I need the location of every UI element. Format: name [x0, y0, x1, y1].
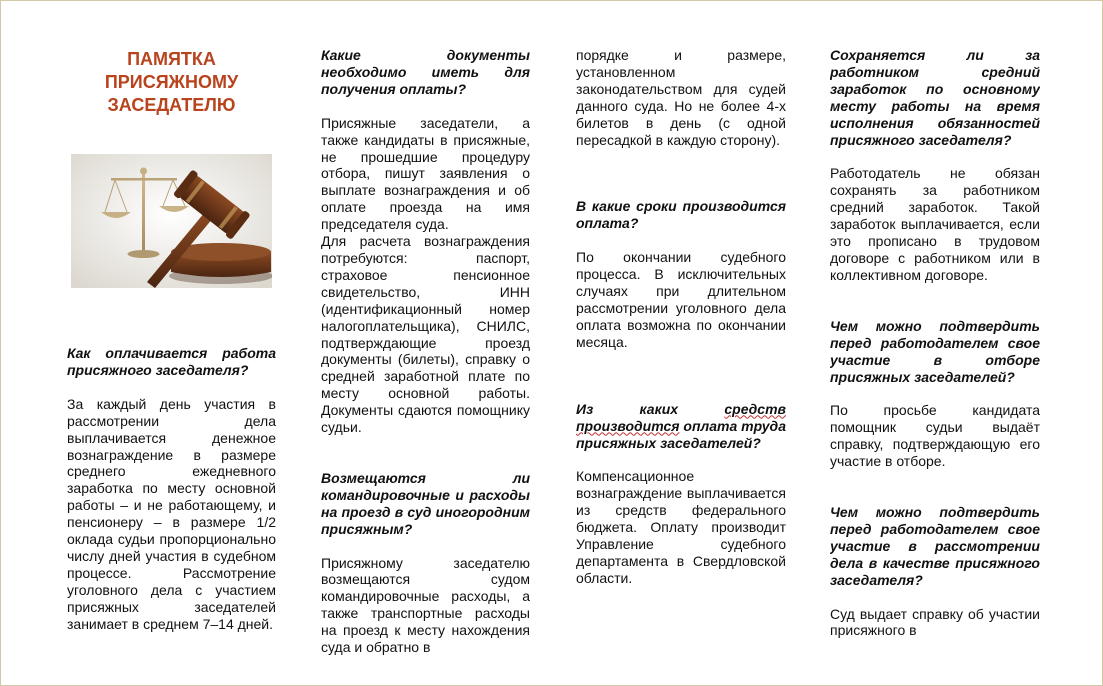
answer-selection-proof: По просьбе кандидата помощник судьи выдаёт справку, подтверждающую его участие в отборе. — [830, 402, 1040, 470]
answer-travel-continued: порядке и размере, установленном законодательством для судей данного суда. Но не более 4-х билетов в день (с одной пересадкой в каждую сторону). — [576, 47, 786, 148]
answer-funding-source: Компенсационное вознаграждение выплачивается из средств федерального бюджета. Оплату производит Управление судебного департамента в Свердловской области. — [576, 468, 786, 586]
question-funding-source: Из каких средств производится оплата труда присяжных заседателей? — [576, 400, 786, 451]
answer-trial-proof: Суд выдает справку об участии присяжного в — [830, 605, 1040, 639]
column-4 — [830, 0, 1040, 686]
question-payment: Как оплачивается работа присяжного заседателя? — [67, 345, 276, 378]
question-travel-expenses: Возмещаются ли командировочные и расходы на проезд в суд иногородним присяжным? — [321, 469, 530, 537]
brochure-title: ПАМЯТКА ПРИСЯЖНОМУ ЗАСЕДАТЕЛЮ — [104, 49, 239, 115]
answer-payment-terms: По окончании судебного процесса. В исключительных случаях при длительном рассмотрении уголовного дела оплата возможна по окончании месяца. — [576, 249, 786, 350]
answer-salary-retention: Работодатель не обязан сохранять за работником средний заработок. Такой заработок выплачивается, если это прописано в трудовом договоре с работником или в коллективном договоре. — [830, 165, 1040, 283]
spellcheck-underline: средств производится — [576, 400, 786, 434]
question-documents: Какие документы необходимо иметь для получения оплаты? — [321, 47, 530, 97]
question-trial-proof: Чем можно подтвердить перед работодателем свое участие в рассмотрении дела в качестве присяжного заседателя? — [830, 504, 1040, 588]
gavel-and-scales-icon — [71, 154, 272, 288]
answer-documents-2: Для расчета вознаграждения потребуются: паспорт, страховое пенсионное свидетельство, ИНН (идентификационный номер налогоплательщика), СНИЛС, подтверждающие проезд документы (билеты), справку о средней заработной плате по месту основной работы. Документы сдаются помощнику судьи. — [321, 233, 530, 436]
answer-documents-1: Присяжные заседатели, а также кандидаты в присяжные, не прошедшие процедуру отбора, пишут заявления о выплате вознаграждения и об оплате проезда на имя председателя суда. — [321, 114, 530, 233]
gavel-image — [71, 154, 272, 288]
question-selection-proof: Чем можно подтвердить перед работодателем свое участие в отборе присяжных заседателей? — [830, 317, 1040, 385]
answer-payment: За каждый день участия в рассмотрении дела выплачивается денежное вознаграждение в размере среднего ежедневного заработка по месту основной работы – и не работающему, и пенсионеру – в размере 1/2 оклада судьи пропорционально числу дней участия в судебном процессе. Рассмотрение уголовного дела с участием присяжных заседателей занимает в среднем 7–14 дней. — [67, 395, 276, 632]
answer-travel-expenses: Присяжному заседателю возмещаются судом командировочные расходы, а также транспортные расходы на проезд к месту нахождения суда и обратно в — [321, 554, 530, 656]
column-3 — [576, 0, 786, 686]
question-payment-terms: В какие сроки производится оплата? — [576, 198, 786, 232]
question-salary-retention: Сохраняется ли за работником средний заработок по основному месту работы на время исполнения обязанностей присяжного заседателя? — [830, 47, 1040, 148]
column-2 — [321, 0, 530, 686]
column-1 — [67, 0, 276, 686]
